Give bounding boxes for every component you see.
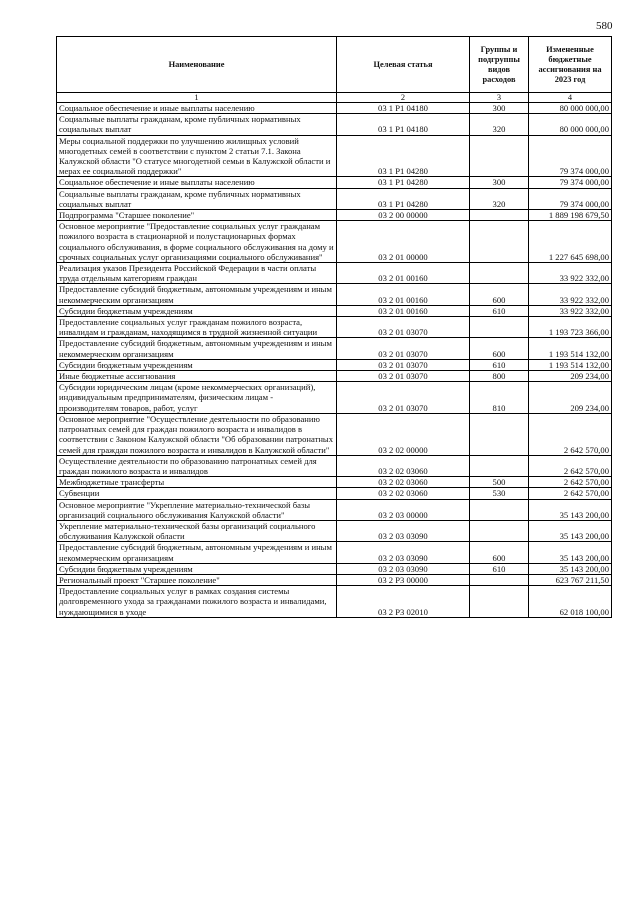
row-amount: 35 143 200,00	[529, 542, 612, 563]
row-amount: 1 889 198 679,50	[529, 210, 612, 221]
header-amount: Измененные бюджетные ассигнования на 2023 год	[529, 37, 612, 93]
row-name: Социальные выплаты гражданам, кроме публичных нормативных социальных выплат	[57, 188, 337, 209]
row-name: Основное мероприятие "Укрепление материально-технической базы организаций социального обслуживания Калужской области"	[57, 499, 337, 520]
row-amount: 2 642 570,00	[529, 455, 612, 476]
column-number: 4	[529, 93, 612, 103]
row-group-code: 600	[470, 338, 529, 359]
row-group-code	[470, 210, 529, 221]
row-name: Социальные выплаты гражданам, кроме публичных нормативных социальных выплат	[57, 114, 337, 135]
row-amount: 1 193 514 132,00	[529, 359, 612, 370]
row-group-code: 500	[470, 477, 529, 488]
row-name: Межбюджетные трансферты	[57, 477, 337, 488]
row-amount: 1 193 723 366,00	[529, 317, 612, 338]
page-number: 580	[596, 20, 613, 32]
row-group-code: 320	[470, 188, 529, 209]
row-target-code: 03 1 P1 04280	[337, 177, 470, 188]
row-name: Субсидии юридическим лицам (кроме некоммерческих организаций), индивидуальным предпринимателям, физическим лицам - производителям товаров, работ, услуг	[57, 382, 337, 414]
row-target-code: 03 2 02 03060	[337, 488, 470, 499]
row-group-code: 300	[470, 103, 529, 114]
row-target-code: 03 2 01 03070	[337, 359, 470, 370]
table-row	[57, 359, 612, 370]
row-group-code	[470, 317, 529, 338]
row-amount: 33 922 332,00	[529, 263, 612, 284]
table-row	[57, 188, 612, 209]
row-amount: 2 642 570,00	[529, 413, 612, 455]
row-name: Социальное обеспечение и иные выплаты населению	[57, 103, 337, 114]
column-number-row	[57, 93, 612, 103]
row-name: Осуществление деятельности по образованию патронатных семей для граждан пожилого возраста и инвалидов	[57, 455, 337, 476]
row-name: Субсидии бюджетным учреждениям	[57, 305, 337, 316]
row-group-code	[470, 135, 529, 177]
table-row	[57, 317, 612, 338]
row-target-code: 03 2 02 00000	[337, 413, 470, 455]
row-amount: 62 018 100,00	[529, 586, 612, 618]
row-name: Предоставление социальных услуг в рамках создания системы долговременного ухода за гражданами пожилого возраста и инвалидами, нуждающимися в уходе	[57, 586, 337, 618]
row-amount: 35 143 200,00	[529, 520, 612, 541]
row-group-code: 810	[470, 382, 529, 414]
row-group-code: 300	[470, 177, 529, 188]
row-target-code: 03 1 P1 04280	[337, 135, 470, 177]
table-row	[57, 520, 612, 541]
column-number: 1	[57, 93, 337, 103]
row-name: Основное мероприятие "Осуществление деятельности по образованию патронатных семей для граждан пожилого возраста и инвалидов в соответствии с Законом Калужской области "Об образовании патронатных семей для граждан пожилого возраста и инвалидов в Калужской области"	[57, 413, 337, 455]
row-target-code: 03 2 P3 00000	[337, 574, 470, 585]
header-row	[57, 37, 612, 93]
row-group-code	[470, 574, 529, 585]
table-row	[57, 263, 612, 284]
row-name: Региональный проект "Старшее поколение"	[57, 574, 337, 585]
row-target-code: 03 2 01 03070	[337, 338, 470, 359]
row-amount: 2 642 570,00	[529, 488, 612, 499]
row-target-code: 03 2 01 00000	[337, 221, 470, 263]
row-group-code: 610	[470, 563, 529, 574]
row-group-code	[470, 221, 529, 263]
row-group-code: 530	[470, 488, 529, 499]
row-group-code: 800	[470, 371, 529, 382]
table-row	[57, 499, 612, 520]
row-target-code: 03 2 01 03070	[337, 382, 470, 414]
row-name: Субсидии бюджетным учреждениям	[57, 359, 337, 370]
row-name: Предоставление субсидий бюджетным, автономным учреждениям и иным некоммерческим организациям	[57, 284, 337, 305]
row-target-code: 03 2 01 03070	[337, 371, 470, 382]
row-group-code	[470, 455, 529, 476]
table-row	[57, 574, 612, 585]
row-name: Укрепление материально-технической базы организаций социального обслуживания Калужской области	[57, 520, 337, 541]
table-row	[57, 135, 612, 177]
row-name: Основное мероприятие "Предоставление социальных услуг гражданам пожилого возраста в стационарной и полустационарных формах социального обслуживания, в форме социального обслуживания на дому и срочных социальных услуг организациями социального обслуживания"	[57, 221, 337, 263]
row-name: Предоставление социальных услуг гражданам пожилого возраста, инвалидам и гражданам, находящимся в трудной жизненной ситуации	[57, 317, 337, 338]
row-group-code: 320	[470, 114, 529, 135]
row-group-code	[470, 586, 529, 618]
row-target-code: 03 2 P3 02010	[337, 586, 470, 618]
table-row	[57, 210, 612, 221]
row-amount: 35 143 200,00	[529, 563, 612, 574]
row-amount: 79 374 000,00	[529, 177, 612, 188]
table-row	[57, 563, 612, 574]
row-amount: 79 374 000,00	[529, 135, 612, 177]
header-group: Группы и подгруппы видов расходов	[470, 37, 529, 93]
table-row	[57, 382, 612, 414]
row-target-code: 03 2 02 03060	[337, 455, 470, 476]
row-target-code: 03 1 P1 04180	[337, 103, 470, 114]
budget-table	[56, 36, 612, 618]
row-target-code: 03 2 01 03070	[337, 317, 470, 338]
row-amount: 1 227 645 698,00	[529, 221, 612, 263]
row-target-code: 03 2 03 03090	[337, 563, 470, 574]
column-number: 3	[470, 93, 529, 103]
row-group-code: 610	[470, 359, 529, 370]
row-name: Субсидии бюджетным учреждениям	[57, 563, 337, 574]
row-name: Меры социальной поддержки по улучшению жилищных условий многодетных семей в соответствии с пунктом 2 статьи 7.1. Закона Калужской области "О статусе многодетной семьи в Калужской области и мерах ее социальной поддержки"	[57, 135, 337, 177]
row-target-code: 03 2 01 00160	[337, 284, 470, 305]
row-target-code: 03 2 03 00000	[337, 499, 470, 520]
row-amount: 80 000 000,00	[529, 103, 612, 114]
table-row	[57, 371, 612, 382]
table-row	[57, 488, 612, 499]
row-amount: 1 193 514 132,00	[529, 338, 612, 359]
table-row	[57, 413, 612, 455]
table-row	[57, 284, 612, 305]
table-row	[57, 305, 612, 316]
row-name: Подпрограмма "Старшее поколение"	[57, 210, 337, 221]
row-amount: 35 143 200,00	[529, 499, 612, 520]
row-group-code: 600	[470, 542, 529, 563]
row-target-code: 03 2 01 00160	[337, 263, 470, 284]
header-target: Целевая статья	[337, 37, 470, 93]
row-name: Реализация указов Президента Российской Федерации в части оплаты труда отдельным категориям граждан	[57, 263, 337, 284]
row-amount: 80 000 000,00	[529, 114, 612, 135]
row-target-code: 03 2 01 00160	[337, 305, 470, 316]
row-name: Иные бюджетные ассигнования	[57, 371, 337, 382]
row-group-code	[470, 499, 529, 520]
row-amount: 33 922 332,00	[529, 284, 612, 305]
column-number: 2	[337, 93, 470, 103]
row-group-code	[470, 263, 529, 284]
row-target-code: 03 2 03 03090	[337, 542, 470, 563]
row-target-code: 03 2 03 03090	[337, 520, 470, 541]
row-amount: 79 374 000,00	[529, 188, 612, 209]
table-row	[57, 221, 612, 263]
row-target-code: 03 1 P1 04180	[337, 114, 470, 135]
row-amount: 209 234,00	[529, 371, 612, 382]
table-row	[57, 114, 612, 135]
row-target-code: 03 2 02 03060	[337, 477, 470, 488]
row-amount: 209 234,00	[529, 382, 612, 414]
row-group-code: 610	[470, 305, 529, 316]
row-group-code	[470, 413, 529, 455]
row-group-code	[470, 520, 529, 541]
row-amount: 623 767 211,50	[529, 574, 612, 585]
row-target-code: 03 2 00 00000	[337, 210, 470, 221]
table-row	[57, 103, 612, 114]
table-row	[57, 542, 612, 563]
table-row	[57, 338, 612, 359]
table-row	[57, 455, 612, 476]
row-amount: 2 642 570,00	[529, 477, 612, 488]
table-row	[57, 477, 612, 488]
table-row	[57, 177, 612, 188]
header-name: Наименование	[57, 37, 337, 93]
row-name: Социальное обеспечение и иные выплаты населению	[57, 177, 337, 188]
row-name: Предоставление субсидий бюджетным, автономным учреждениям и иным некоммерческим организациям	[57, 542, 337, 563]
row-amount: 33 922 332,00	[529, 305, 612, 316]
row-group-code: 600	[470, 284, 529, 305]
row-name: Предоставление субсидий бюджетным, автономным учреждениям и иным некоммерческим организациям	[57, 338, 337, 359]
row-name: Субвенции	[57, 488, 337, 499]
table-row	[57, 586, 612, 618]
row-target-code: 03 1 P1 04280	[337, 188, 470, 209]
